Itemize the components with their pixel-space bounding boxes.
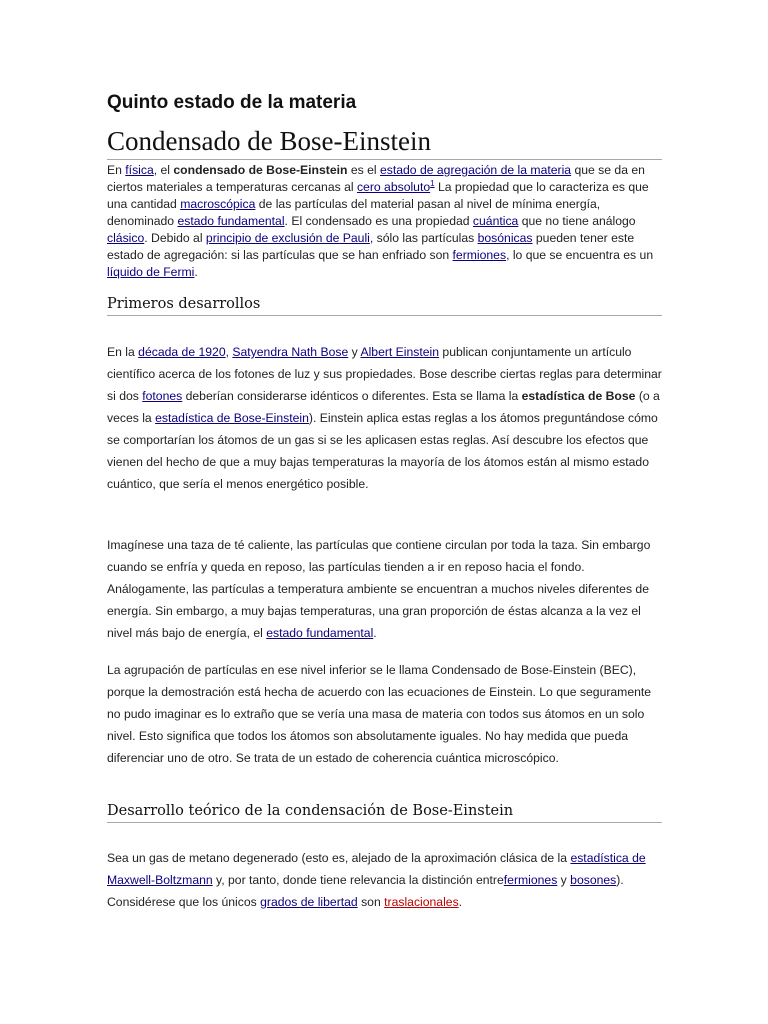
link-principio-de-exclusion[interactable]: principio de exclusión de Pauli (205, 231, 370, 245)
link-fermiones[interactable]: fermiones (503, 873, 558, 887)
text: y (348, 345, 361, 359)
text: deberían considerarse idénticos o diferentes. Esta se llama la (182, 389, 522, 403)
link-traslacionales[interactable]: traslacionales (384, 895, 459, 909)
text: , el (153, 163, 174, 177)
text: ). Considérese que los únicos (107, 873, 624, 909)
link-bosonicas[interactable]: bosónicas (477, 231, 533, 245)
link-satyendra-nath-bose[interactable]: Satyendra Nath Bose (232, 345, 349, 359)
text: En la (107, 345, 139, 359)
document-title: Quinto estado de la materia (107, 92, 357, 113)
link-liquido-de-fermi[interactable]: líquido de Fermi (107, 265, 195, 279)
text: , lo que se encuentra es un (506, 248, 654, 262)
link-fisica[interactable]: física (125, 163, 154, 177)
title-divider (107, 159, 662, 160)
link-clasico[interactable]: clásico (107, 231, 145, 245)
text: En (107, 163, 126, 177)
text: La agrupación de partículas en ese nivel inferior se le llama Condensado de Bose-Einstein (BEC), porque la demostración está hecha de acuerdo con las ecuaciones de Einstein. Lo que seguramente no pudo imaginar es lo extraño que se vería una masa de materia con todos sus átomos en un solo nivel. Esto significa que todos los átomos son absolutamente iguales. No hay medida que pueda diferenciar uno de otro. Se trata de un estado de coherencia cuántica microscópico. (107, 663, 652, 765)
link-decada-1920[interactable]: década de 1920 (138, 345, 226, 359)
paragraph (107, 659, 662, 769)
article-title: Condensado de Bose-Einstein (107, 126, 431, 156)
link-macroscopica[interactable]: macroscópica (180, 197, 256, 211)
paragraph (107, 847, 662, 913)
text: que se da en ciertos materiales a temperaturas cercanas al (107, 163, 645, 194)
link-grados-de-libertad[interactable]: grados de libertad (260, 895, 358, 909)
text: es el (347, 163, 380, 177)
bold-term: condensado de Bose-Einstein (173, 163, 348, 177)
text: . El condensado es una propiedad (284, 214, 473, 228)
text: La propiedad que lo caracteriza es que una cantidad (107, 180, 649, 211)
text: , (225, 345, 233, 359)
section-heading-desarrollo-teorico: Desarrollo teórico de la condensación de Bose-Einstein (107, 803, 662, 823)
link-estado-de-agregacion[interactable]: estado de agregación de la materia (379, 163, 572, 177)
text: ). Einstein aplica estas reglas a los átomos preguntándose cómo se comportarían los átomos de un gas si se les aplicasen estas reglas. Así descubre los efectos que vienen del hecho de que a muy bajas temperaturas la mayoría de los átomos están al mismo estado cuántico, que sería el menos energético posible. (107, 411, 658, 491)
link-maxwell-boltzmann[interactable]: estadística de Maxwell-Boltzmann (107, 851, 646, 887)
link-cuantica[interactable]: cuántica (472, 214, 519, 228)
link-estado-fundamental[interactable]: estado fundamental (177, 214, 285, 228)
intro-paragraph (107, 162, 662, 281)
link-cero-absoluto[interactable]: cero absoluto (356, 180, 431, 194)
text: pueden tener este estado de agregación: si las partículas que se han enfriado son (107, 231, 635, 262)
text: y, por tanto, donde tiene relevancia la distinción entre (212, 873, 504, 887)
text: . (194, 265, 198, 279)
link-estadistica-bose-einstein[interactable]: estadística de Bose-Einstein (155, 411, 309, 425)
paragraph (107, 534, 662, 644)
reference-link[interactable]: 1 (430, 178, 435, 188)
text: de las partículas del material pasan al nivel de mínima energía, denominado (107, 197, 601, 228)
section-heading-primeros-desarrollos: Primeros desarrollos (107, 296, 662, 316)
text: Sea un gas de metano degenerado (esto es, alejado de la aproximación clásica de la (107, 851, 571, 865)
text: . (458, 895, 463, 909)
text: y (557, 873, 571, 887)
text: que no tiene análogo (518, 214, 636, 228)
text: (o a veces la (107, 389, 660, 425)
text: publican conjuntamente un artículo científico acerca de los fotones de luz y sus propiedades. Bose describe ciertas reglas para determinar si dos (107, 345, 662, 403)
text: , sólo las partículas (369, 231, 478, 245)
text: . Debido al (144, 231, 206, 245)
paragraph (107, 341, 662, 495)
link-bosones[interactable]: bosones (570, 873, 617, 887)
text: . (373, 626, 377, 640)
text: Imagínese una taza de té caliente, las partículas que contiene circulan por toda la taza. Sin embargo cuando se enfría y queda en reposo, las partículas tienden a ir en reposo hacia el fondo. Análogamente, las partículas a temperatura ambiente se encuentran a muchos niveles diferentes de energía. Sin embargo, a muy bajas temperaturas, una gran proporción de éstas alcanza a la vez el nivel más bajo de energía, el (107, 538, 651, 640)
link-fermiones[interactable]: fermiones (452, 248, 507, 262)
link-albert-einstein[interactable]: Albert Einstein (360, 345, 440, 359)
link-fotones[interactable]: fotones (142, 389, 183, 403)
text: son (357, 895, 385, 909)
bold-term: estadística de Bose (521, 389, 636, 403)
link-estado-fundamental[interactable]: estado fundamental (266, 626, 374, 640)
